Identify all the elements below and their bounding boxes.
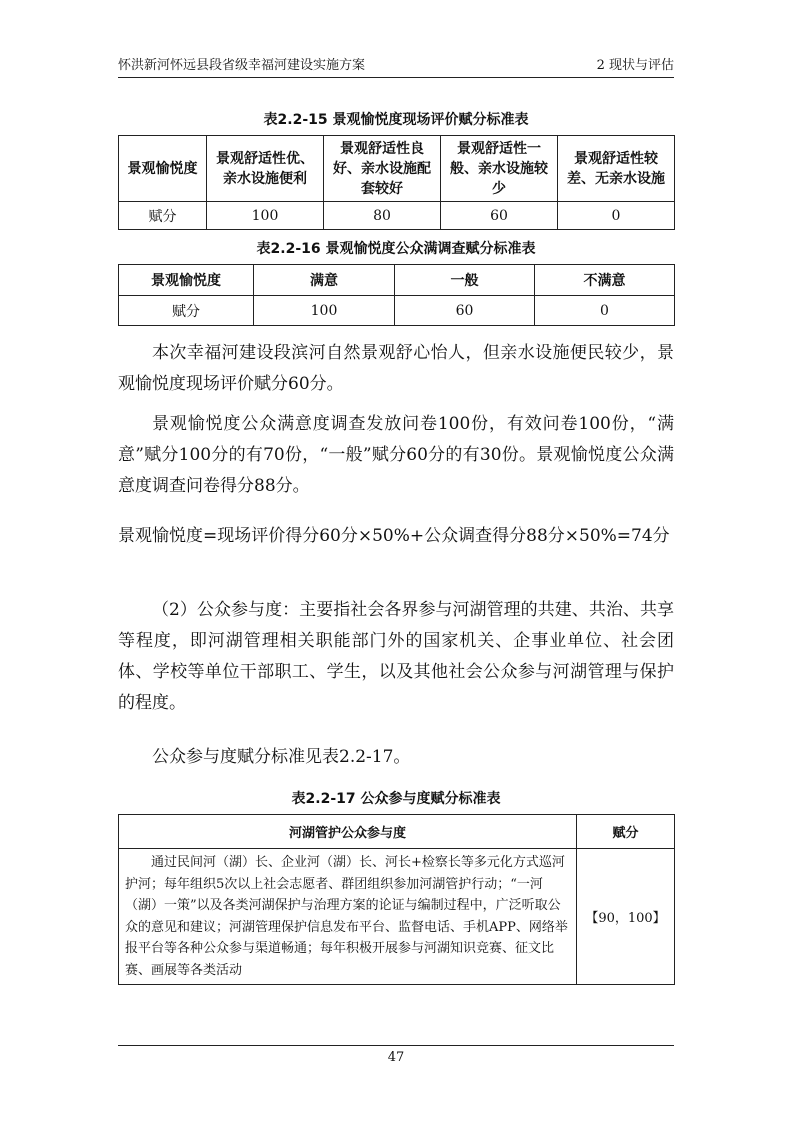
table-15: [118, 135, 675, 230]
table-header-cell: 景观舒适性优、亲水设施便利: [207, 136, 324, 202]
table-row: [119, 296, 675, 326]
table-cell: 100: [254, 296, 395, 326]
table-17: [118, 814, 675, 985]
table-header-cell: 不满意: [535, 265, 675, 296]
body-paragraph: 景观愉悦度公众满意度调查发放问卷100份，有效问卷100份，“满意”赋分100分的有70份，“一般”赋分60分的有30份。景观愉悦度公众满意度调查问卷得分88分。: [118, 414, 674, 496]
table-cell: 60: [441, 202, 558, 230]
table-cell: 100: [207, 202, 324, 230]
table-header-row: [119, 815, 675, 849]
body-paragraph: 本次幸福河建设段滨河自然景观舒心怡人，但亲水设施便民较少，景观愉悦度现场评价赋分60分。: [118, 343, 674, 394]
table-header-cell: 一般: [395, 265, 535, 296]
table-cell: 60: [395, 296, 535, 326]
table-header-cell: 景观舒适性良好、亲水设施配套较好: [324, 136, 441, 202]
table-15-caption: 表2.2-15 景观愉悦度现场评价赋分标准表: [263, 112, 529, 128]
table-16-caption: 表2.2-16 景观愉悦度公众满调查赋分标准表: [256, 241, 536, 257]
formula-paragraph: 景观愉悦度=现场评价得分60分×50%+公众调查得分88分×50%=74分: [118, 526, 670, 546]
footer-rule: [118, 1045, 674, 1046]
chapter-title: 2 现状与评估: [596, 58, 674, 73]
table-header-cell: 满意: [254, 265, 395, 296]
page-number: 47: [387, 1050, 405, 1065]
table-cell: 赋分: [119, 296, 254, 326]
table-cell: 0: [558, 202, 675, 230]
table-16: [118, 264, 675, 326]
table-row: [119, 849, 675, 985]
criteria-description: 通过民间河（湖）长、企业河（湖）长、河长+检察长等多元化方式巡河护河；每年组织5次以上社会志愿者、群团组织参加河湖管护行动；“一河（湖）一策”以及各类河湖保护与治理方案的论证与编制过程中，广泛听取公众的意见和建议；河湖管理保护信息发布平台、监督电话、手机APP、网络举报平台等各种公众参与渠道畅通；每年积极开展参与河湖知识竞赛、征文比赛、画展等各类活动: [125, 855, 568, 978]
table-header-row: [119, 265, 675, 296]
table-header-cell: 河湖管护公众参与度: [119, 815, 577, 849]
table-cell: 0: [535, 296, 675, 326]
table-cell: 赋分: [119, 202, 207, 230]
table-row: [119, 202, 675, 230]
header-rule: [118, 77, 674, 78]
table-header-cell: 景观愉悦度: [119, 265, 254, 296]
page-header: [118, 56, 674, 76]
table-17-caption: 表2.2-17 公众参与度赋分标准表: [291, 791, 501, 807]
table-header-cell: 景观舒适性一般、亲水设施较少: [441, 136, 558, 202]
table-cell: [119, 849, 577, 985]
body-paragraph: 公众参与度赋分标准见表2.2-17。: [152, 747, 411, 767]
body-paragraph: （2）公众参与度：主要指社会各界参与河湖管理的共建、共治、共享等程度，即河湖管理相关职能部门外的国家机关、企事业单位、社会团体、学校等单位干部职工、学生，以及其他社会公众参与河湖管理与保护的程度。: [118, 600, 674, 713]
table-header-cell: 赋分: [577, 815, 675, 849]
table-cell: 80: [324, 202, 441, 230]
document-title: 怀洪新河怀远县段省级幸福河建设实施方案: [118, 58, 366, 73]
table-header-cell: 景观舒适性较差、无亲水设施: [558, 136, 675, 202]
score-range-cell: 【90，100】: [577, 849, 675, 985]
table-header-row: [119, 136, 675, 202]
table-header-cell: 景观愉悦度: [119, 136, 207, 202]
